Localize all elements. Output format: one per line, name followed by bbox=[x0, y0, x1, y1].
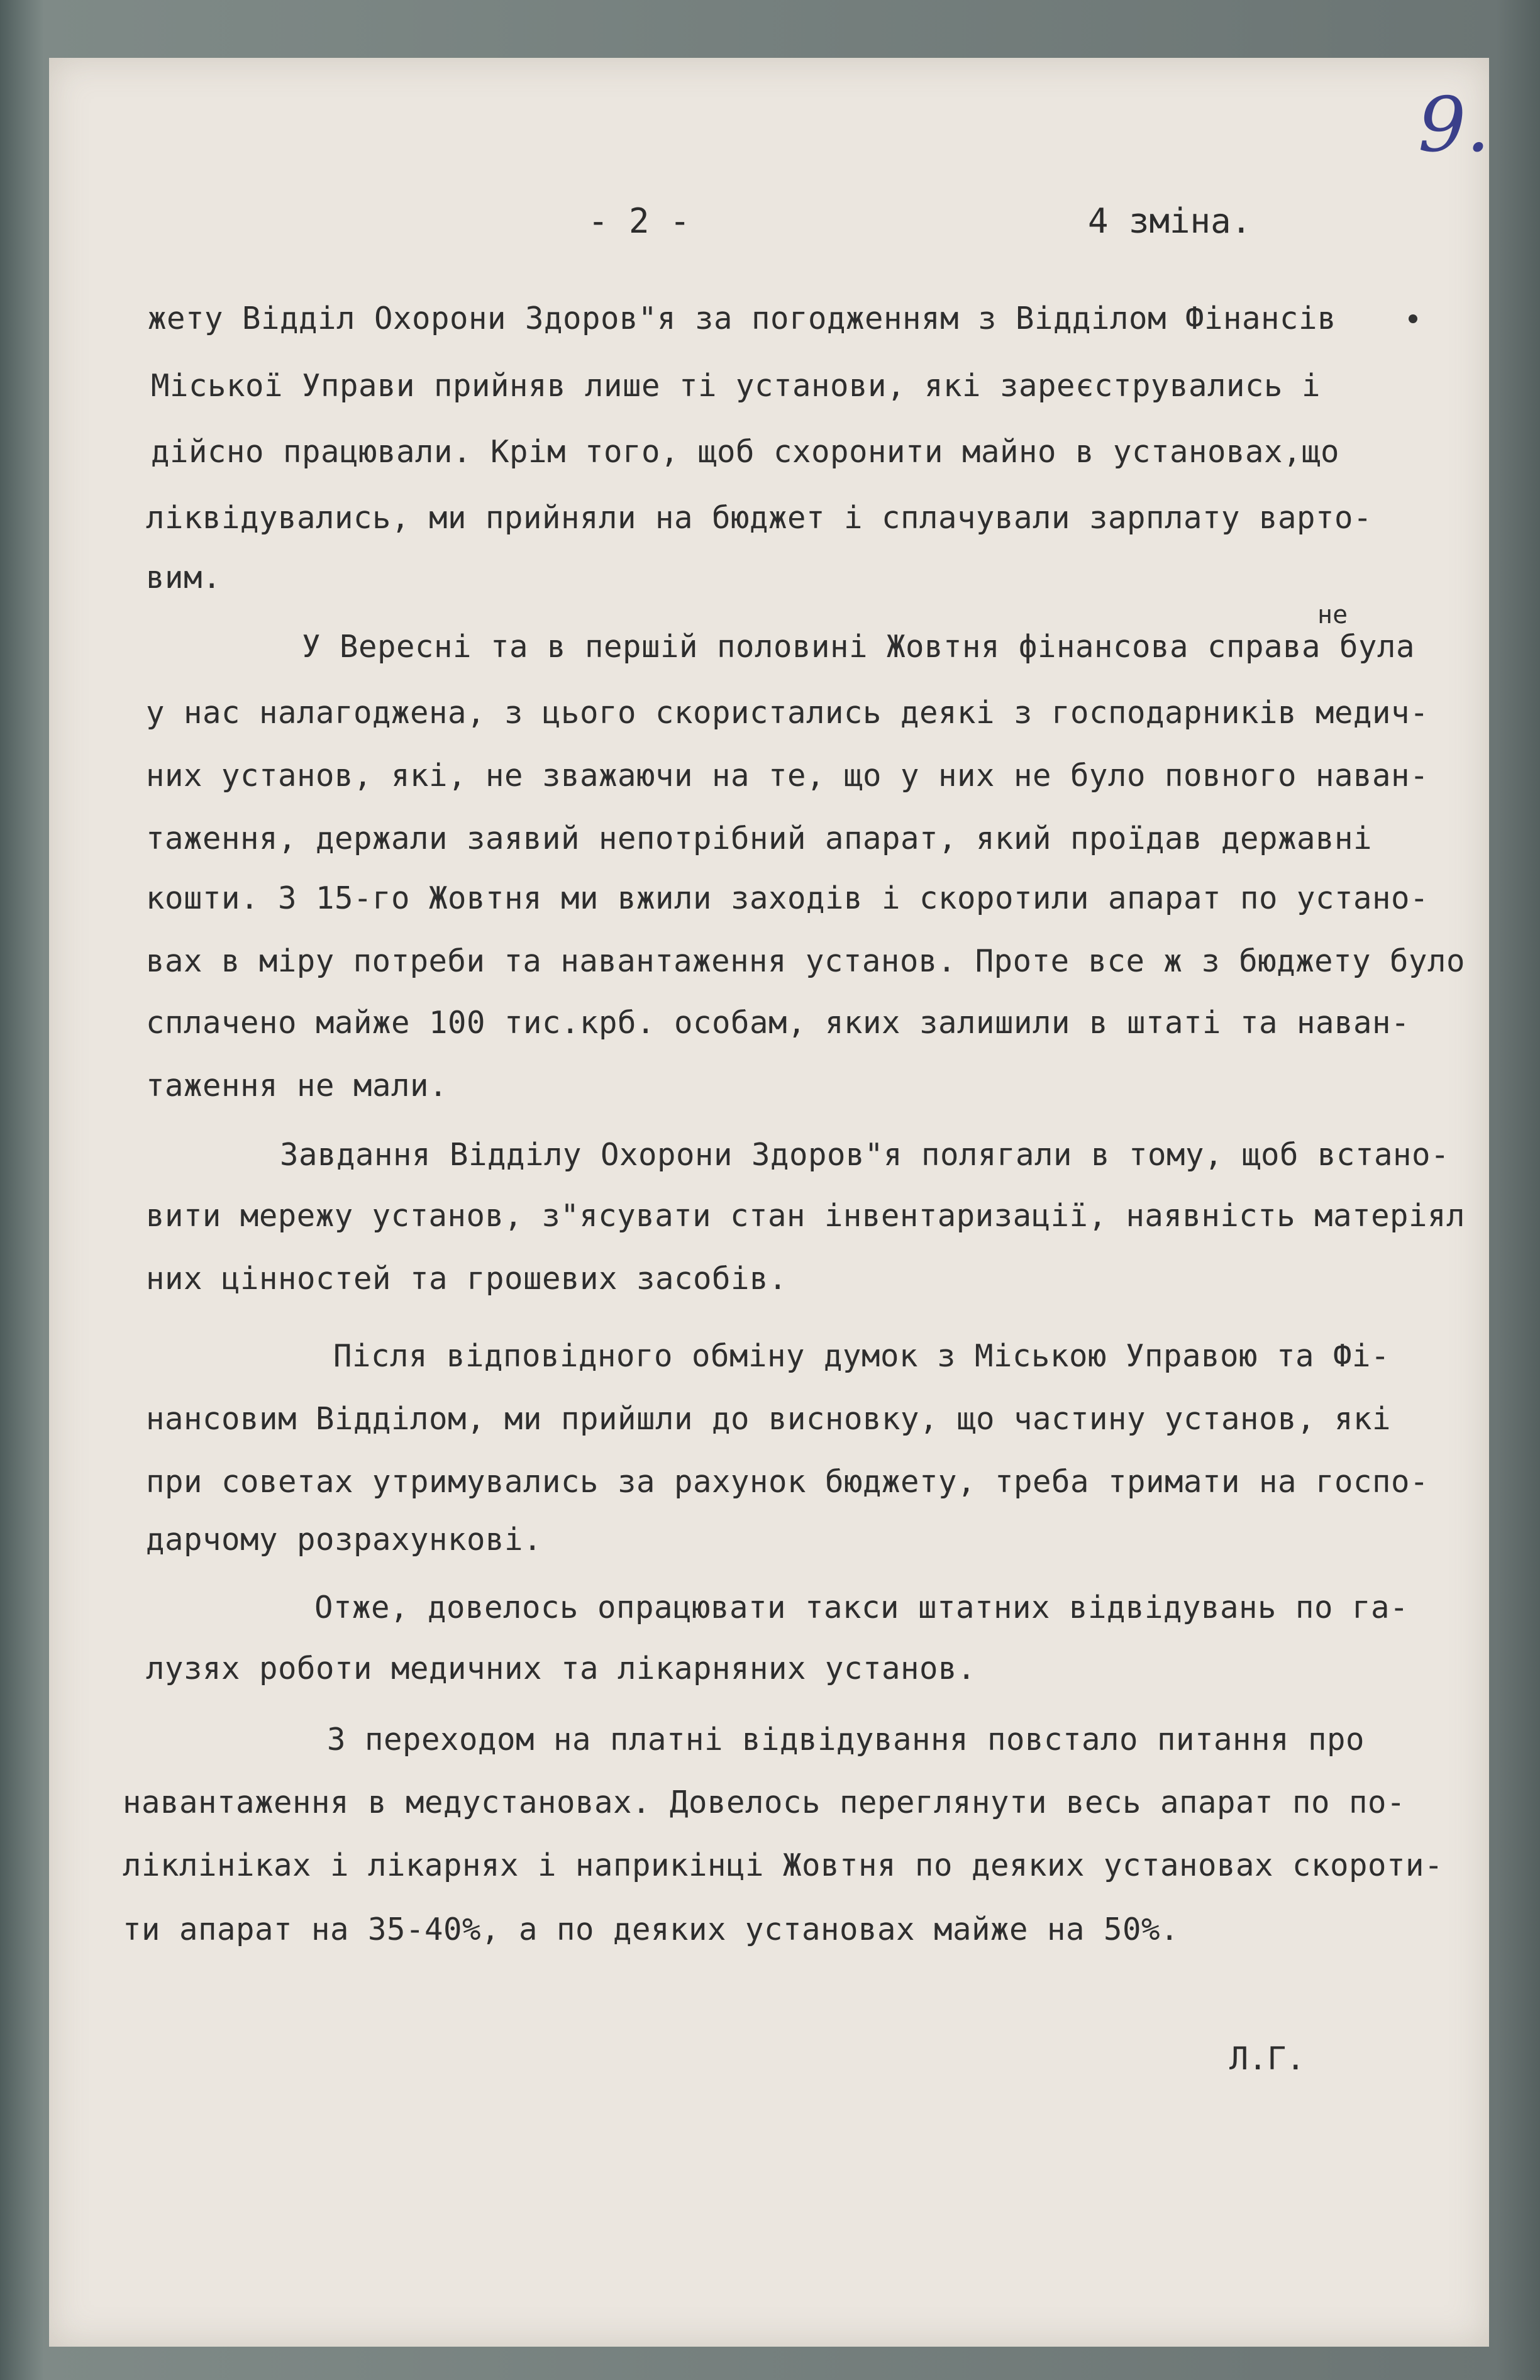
text-line: сплачено майже 100 тис.крб. особам, яких залишили в штаті та наван- bbox=[146, 1005, 1410, 1041]
text-line: Завдання Відділу Охорони Здоров"я полягали в тому, щоб встано- bbox=[280, 1137, 1450, 1173]
text-line: них установ, які, не зважаючи на те, що у них не було повного наван- bbox=[146, 758, 1429, 794]
handwritten-insertion: не bbox=[1317, 601, 1348, 629]
text-line: Міської Управи прийняв лише ті установи, які зареєструвались і bbox=[151, 368, 1321, 404]
text-line: лузях роботи медичних та лікарняних установ. bbox=[146, 1651, 977, 1686]
margin-dot bbox=[1409, 314, 1417, 323]
text-line: З переходом на платні відвідування повстало питання про bbox=[327, 1722, 1365, 1757]
text-line: ліквідувались, ми прийняли на бюджет і сплачували зарплату варто- bbox=[146, 500, 1373, 536]
version-label: 4 зміна. bbox=[1088, 201, 1252, 241]
page-header bbox=[0, 201, 1540, 252]
text-line: Отже, довелось опрацювати такси штатних відвідувань по га- bbox=[314, 1590, 1409, 1625]
text-line: вах в міру потреби та навантаження установ. Проте все ж з бюджету було bbox=[146, 943, 1465, 979]
text-line: вити мережу установ, з"ясувати стан інвентаризації, наявність матеріял bbox=[146, 1198, 1465, 1234]
text-line: при советах утримувались за рахунок бюджету, треба тримати на госпо- bbox=[146, 1464, 1429, 1500]
text-line: таження не мали. bbox=[146, 1068, 448, 1104]
text-line: ліклініках і лікарнях і наприкінці Жовтня по деяких установах скороти- bbox=[123, 1847, 1444, 1883]
text-line: Після відповідного обміну думок з Міською Управою та Фі- bbox=[333, 1338, 1390, 1374]
text-line: дарчому розрахункові. bbox=[146, 1522, 543, 1558]
text-line: у нас налагоджена, з цього скористались деякі з господарників медич- bbox=[146, 695, 1429, 731]
text-line: них цінностей та грошевих засобів. bbox=[146, 1261, 788, 1297]
text-line: кошти. З 15-го Жовтня ми вжили заходів і скоротили апарат по устано- bbox=[146, 880, 1429, 916]
text-line: дійсно працювали. Крім того, щоб схоронити майно в установах,що bbox=[151, 434, 1340, 470]
text-line: таження, держали заявий непотрібний апарат, який проїдав державні bbox=[146, 821, 1373, 856]
text-line: ти апарат на 35-40%, а по деяких установах майже на 50%. bbox=[123, 1912, 1180, 1947]
signature-initials: Л.Г. bbox=[1229, 2040, 1305, 2077]
text-line: навантаження в медустановах. Довелось переглянути весь апарат по по- bbox=[123, 1785, 1406, 1820]
folio-number: 9. bbox=[1418, 82, 1490, 169]
text-line: нансовим Відділом, ми прийшли до висновку, що частину установ, які bbox=[146, 1401, 1392, 1437]
page-number: - 2 - bbox=[588, 201, 690, 241]
text-line: У Вересні та в першій половині Жовтня фінансова справа була bbox=[302, 629, 1415, 665]
text-line: жету Відділ Охорони Здоров"я за погодженням з Відділом Фінансів bbox=[148, 301, 1337, 336]
text-line: вим. bbox=[146, 560, 222, 595]
